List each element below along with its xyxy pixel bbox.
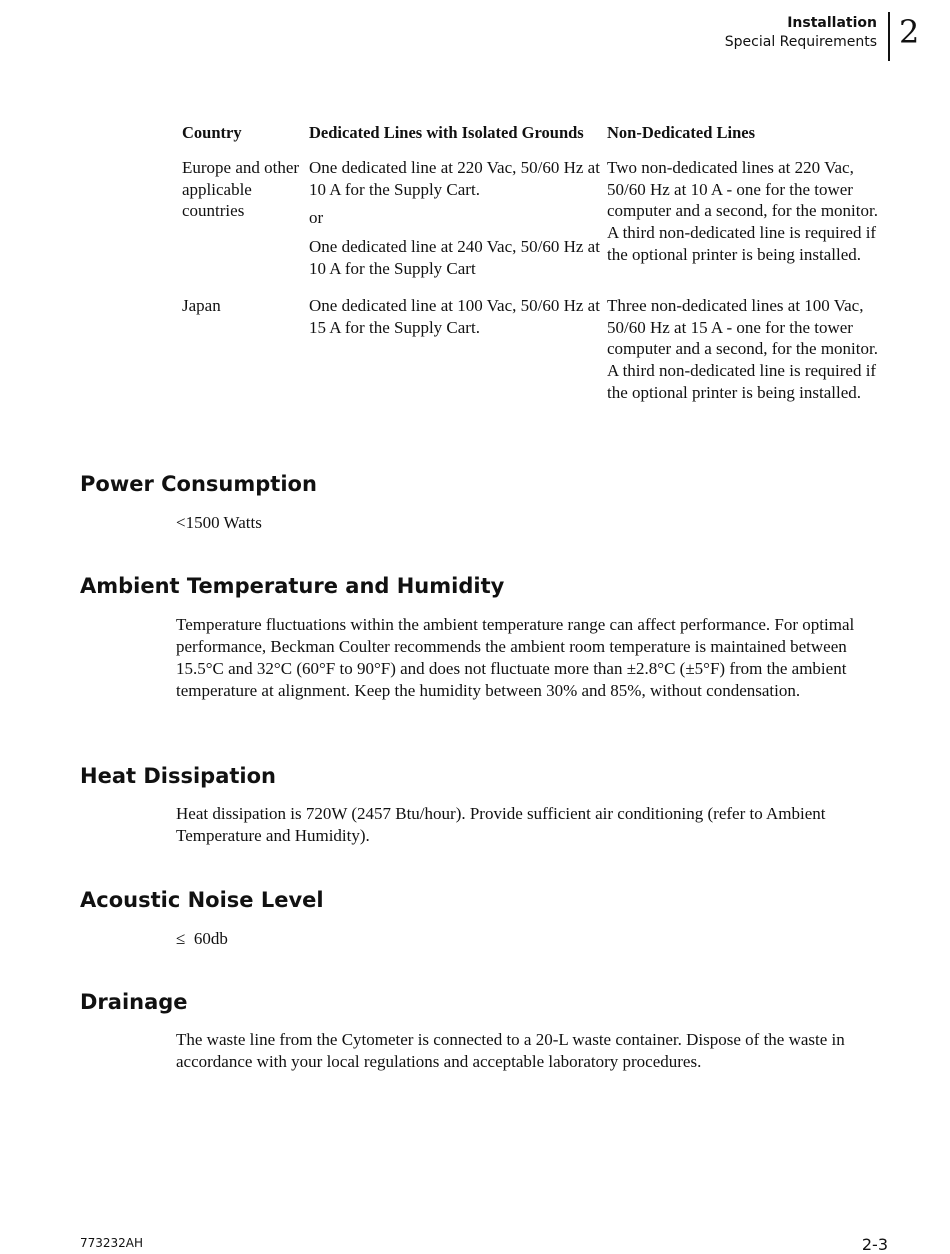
country-cell: [182, 295, 309, 412]
chapter-title: Installation: [787, 15, 877, 31]
dedicated-cell: [309, 157, 607, 295]
power-consumption-text: <1500 Watts: [176, 513, 262, 532]
acoustic-noise-text: ≤ 60db: [176, 929, 228, 948]
table-row: [182, 157, 890, 295]
column-header-country: Country: [182, 123, 242, 142]
ambient-heading: Ambient Temperature and Humidity: [80, 574, 505, 598]
document-code: 773232AH: [80, 1236, 144, 1250]
table-header-row: [182, 122, 890, 157]
non-dedicated-cell: [607, 295, 890, 412]
acoustic-noise-heading: Acoustic Noise Level: [80, 888, 324, 912]
drainage-text: The waste line from the Cytometer is connected to a 20-L waste container. Dispose of the waste in accordance with your local regulations and acceptable laboratory procedures.: [176, 1030, 845, 1071]
running-header: [725, 14, 877, 52]
ambient-text: Temperature fluctuations within the ambient temperature range can affect performance. For optimal performance, Beckman Coulter recommends the ambient room temperature is maintained between 15.5°C and 32°C (60°F to 90°F) and does not fluctuate more than ±2.8°C (±5°F) from the ambient temperature at alignment. Keep the humidity between 30% and 85%, without condensation.: [176, 615, 855, 700]
column-header-non-dedicated: Non-Dedicated Lines: [607, 123, 756, 142]
power-lines-table: [182, 122, 890, 412]
non-dedicated-text: Two non-dedicated lines at 220 Vac, 50/60 Hz at 10 A - one for the tower computer and a second, for the monitor. A third non-dedicated line is required if the optional printer is being installed.: [607, 157, 878, 264]
dedicated-option: One dedicated line at 100 Vac, 50/60 Hz at 15 A for the Supply Cart.: [309, 295, 600, 337]
non-dedicated-text: Three non-dedicated lines at 100 Vac, 50/60 Hz at 15 A - one for the tower computer and a second, for the monitor. A third non-dedicated line is required if the optional printer is being installed.: [607, 295, 878, 402]
power-consumption-heading: Power Consumption: [80, 472, 317, 496]
country-label: Europe and other applicable countries: [182, 157, 300, 221]
dedicated-option: One dedicated line at 220 Vac, 50/60 Hz at 10 A for the Supply Cart.: [309, 157, 600, 199]
country-cell: [182, 157, 309, 295]
heat-dissipation-text: Heat dissipation is 720W (2457 Btu/hour). Provide sufficient air conditioning (refer to Ambient Temperature and Humidity).: [176, 804, 826, 845]
table-row: [182, 295, 890, 412]
drainage-heading: Drainage: [80, 990, 188, 1014]
page-number: 2-3: [861, 1235, 888, 1254]
heat-dissipation-heading: Heat Dissipation: [80, 764, 276, 788]
chapter-number: 2: [899, 13, 920, 51]
dedicated-option: One dedicated line at 240 Vac, 50/60 Hz at 10 A for the Supply Cart: [309, 237, 600, 278]
section-title: Special Requirements: [724, 34, 877, 50]
dedicated-cell: [309, 295, 607, 412]
dedicated-or: or: [309, 208, 324, 228]
country-label: Japan: [182, 295, 221, 315]
column-header-dedicated: Dedicated Lines with Isolated Grounds: [309, 123, 584, 142]
non-dedicated-cell: [607, 157, 890, 295]
header-divider: [888, 12, 890, 61]
